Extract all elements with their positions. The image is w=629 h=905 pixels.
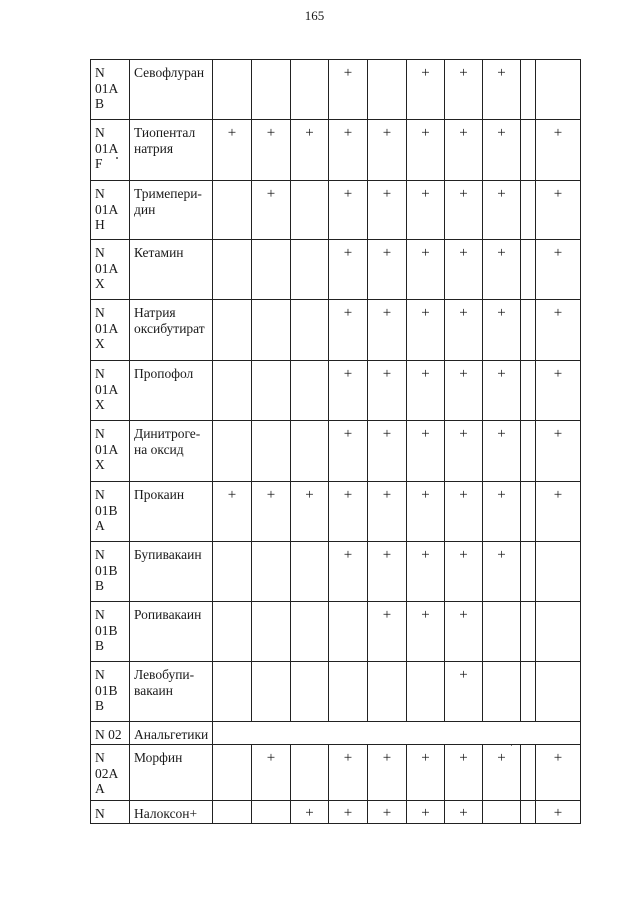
mark-cell: +	[536, 482, 581, 542]
mark-cell	[213, 542, 252, 602]
drug-name-cell: Динитроге- на оксид	[130, 421, 213, 482]
mark-cell: +	[368, 602, 407, 662]
group-row-filler	[213, 722, 581, 745]
table-row	[91, 300, 581, 361]
mark-cell	[407, 662, 445, 722]
atc-code-cell: N	[91, 801, 130, 824]
drug-name-cell: Натрия оксибутират	[130, 300, 213, 361]
mark-cell	[291, 240, 329, 300]
mark-cell: +	[407, 300, 445, 361]
table-row	[91, 602, 581, 662]
atc-code-cell: N 01A H	[91, 181, 130, 240]
mark-cell: +	[252, 745, 291, 801]
mark-cell: +	[445, 745, 483, 801]
mark-cell	[252, 421, 291, 482]
mark-cell	[521, 542, 536, 602]
mark-cell: +	[483, 361, 521, 421]
drug-name-cell: Анальгетики	[130, 722, 213, 745]
mark-cell: +	[536, 745, 581, 801]
atc-code-cell: N 01B A	[91, 482, 130, 542]
table-row	[91, 361, 581, 421]
atc-code-cell: N 01B B	[91, 602, 130, 662]
mark-cell	[291, 542, 329, 602]
mark-cell	[213, 240, 252, 300]
mark-cell: +	[329, 801, 368, 824]
atc-code-cell: N 01B B	[91, 542, 130, 602]
mark-cell: +	[368, 120, 407, 181]
mark-cell: +	[536, 361, 581, 421]
table-row	[91, 120, 581, 181]
mark-cell	[291, 602, 329, 662]
drug-name-cell: Пропофол	[130, 361, 213, 421]
mark-cell	[252, 542, 291, 602]
atc-code-cell: N 01B B	[91, 662, 130, 722]
mark-cell: +	[407, 542, 445, 602]
mark-cell: +	[445, 662, 483, 722]
mark-cell	[368, 60, 407, 120]
mark-cell	[521, 240, 536, 300]
mark-cell	[213, 300, 252, 361]
mark-cell	[368, 662, 407, 722]
mark-cell: +	[407, 421, 445, 482]
drug-name-cell: Прокаин	[130, 482, 213, 542]
mark-cell: +	[407, 120, 445, 181]
mark-cell: +	[407, 181, 445, 240]
mark-cell: +	[483, 181, 521, 240]
mark-cell	[213, 361, 252, 421]
mark-cell: +	[536, 240, 581, 300]
mark-cell: +	[483, 300, 521, 361]
mark-cell: +	[329, 60, 368, 120]
mark-cell	[521, 745, 536, 801]
mark-cell: +	[368, 300, 407, 361]
drug-name-cell: Кетамин	[130, 240, 213, 300]
mark-cell: +	[445, 120, 483, 181]
mark-cell	[213, 745, 252, 801]
mark-cell	[291, 662, 329, 722]
atc-code-cell: N 01A F	[91, 120, 130, 181]
table-body	[91, 60, 581, 824]
table-row	[91, 722, 581, 745]
mark-cell: +	[329, 361, 368, 421]
mark-cell: +	[483, 60, 521, 120]
mark-cell: +	[368, 181, 407, 240]
mark-cell: +	[368, 801, 407, 824]
drug-name-cell: Налоксон+	[130, 801, 213, 824]
table-row	[91, 181, 581, 240]
mark-cell: +	[445, 801, 483, 824]
mark-cell: +	[368, 421, 407, 482]
mark-cell	[252, 662, 291, 722]
mark-cell	[291, 745, 329, 801]
drug-name-cell: Тиопентал натрия	[130, 120, 213, 181]
mark-cell	[291, 421, 329, 482]
atc-code-cell: N 01A B	[91, 60, 130, 120]
mark-cell	[291, 300, 329, 361]
mark-cell: +	[536, 421, 581, 482]
mark-cell: +	[445, 361, 483, 421]
drug-table	[90, 59, 581, 824]
mark-cell: +	[536, 300, 581, 361]
mark-cell	[213, 801, 252, 824]
mark-cell: +	[483, 482, 521, 542]
mark-cell: +	[536, 120, 581, 181]
mark-cell: +	[329, 542, 368, 602]
mark-cell	[213, 662, 252, 722]
mark-cell: +	[368, 240, 407, 300]
mark-cell	[213, 421, 252, 482]
mark-cell	[521, 181, 536, 240]
table-row	[91, 482, 581, 542]
mark-cell	[483, 602, 521, 662]
atc-code-cell: N 01A X	[91, 240, 130, 300]
mark-cell	[329, 602, 368, 662]
mark-cell: +	[329, 482, 368, 542]
mark-cell: +	[407, 361, 445, 421]
mark-cell: +	[252, 482, 291, 542]
mark-cell	[521, 300, 536, 361]
table-row	[91, 801, 581, 824]
mark-cell	[291, 181, 329, 240]
mark-cell: +	[291, 482, 329, 542]
mark-cell: +	[483, 542, 521, 602]
mark-cell: +	[329, 300, 368, 361]
mark-cell	[213, 602, 252, 662]
mark-cell	[329, 662, 368, 722]
mark-cell	[521, 120, 536, 181]
mark-cell: +	[536, 181, 581, 240]
mark-cell: +	[536, 801, 581, 824]
atc-code-cell: N 02A A	[91, 745, 130, 801]
mark-cell	[252, 240, 291, 300]
mark-cell: +	[483, 421, 521, 482]
mark-cell	[521, 361, 536, 421]
mark-cell: +	[407, 602, 445, 662]
page-number: 165	[304, 8, 325, 23]
mark-cell: +	[445, 421, 483, 482]
mark-cell	[521, 421, 536, 482]
scan-speck	[116, 157, 118, 159]
atc-code-cell: N 01A X	[91, 300, 130, 361]
mark-cell: +	[445, 482, 483, 542]
mark-cell: +	[483, 240, 521, 300]
drug-name-cell: Морфин	[130, 745, 213, 801]
mark-cell	[252, 801, 291, 824]
mark-cell: +	[252, 181, 291, 240]
table-row	[91, 745, 581, 801]
table-row	[91, 240, 581, 300]
mark-cell	[213, 60, 252, 120]
mark-cell: +	[445, 542, 483, 602]
mark-cell	[252, 361, 291, 421]
table-row	[91, 542, 581, 602]
mark-cell: +	[445, 602, 483, 662]
mark-cell	[521, 60, 536, 120]
table-row	[91, 662, 581, 722]
drug-name-cell: Бупивакаин	[130, 542, 213, 602]
mark-cell	[213, 181, 252, 240]
mark-cell	[291, 361, 329, 421]
mark-cell: +	[407, 801, 445, 824]
drug-name-cell: Ропивакаин	[130, 602, 213, 662]
mark-cell: +	[368, 482, 407, 542]
mark-cell: +	[445, 60, 483, 120]
mark-cell	[536, 542, 581, 602]
mark-cell: +	[407, 482, 445, 542]
mark-cell: +	[213, 120, 252, 181]
mark-cell: +	[252, 120, 291, 181]
mark-cell: +	[445, 300, 483, 361]
mark-cell: +	[445, 181, 483, 240]
mark-cell	[521, 662, 536, 722]
mark-cell: +	[445, 240, 483, 300]
drug-name-cell: Левобупи- вакаин	[130, 662, 213, 722]
mark-cell	[536, 60, 581, 120]
mark-cell	[521, 602, 536, 662]
drug-name-cell: Севофлуран	[130, 60, 213, 120]
mark-cell: +	[329, 421, 368, 482]
mark-cell: +	[407, 240, 445, 300]
mark-cell	[536, 602, 581, 662]
mark-cell	[483, 662, 521, 722]
mark-cell: +	[329, 181, 368, 240]
mark-cell: +	[291, 801, 329, 824]
mark-cell: +	[368, 745, 407, 801]
table-row	[91, 421, 581, 482]
drug-name-cell: Тримепери- дин	[130, 181, 213, 240]
table-row	[91, 60, 581, 120]
mark-cell: +	[368, 542, 407, 602]
mark-cell	[291, 60, 329, 120]
atc-code-cell: N 01A X	[91, 421, 130, 482]
mark-cell: +	[213, 482, 252, 542]
atc-code-cell: N 01A X	[91, 361, 130, 421]
mark-cell: +	[291, 120, 329, 181]
mark-cell: +	[329, 240, 368, 300]
scan-speck	[511, 745, 512, 746]
mark-cell	[483, 801, 521, 824]
mark-cell: +	[407, 60, 445, 120]
mark-cell: +	[368, 361, 407, 421]
mark-cell	[252, 602, 291, 662]
mark-cell: +	[329, 120, 368, 181]
mark-cell	[252, 300, 291, 361]
mark-cell	[521, 482, 536, 542]
mark-cell	[521, 801, 536, 824]
mark-cell: +	[407, 745, 445, 801]
mark-cell: +	[483, 120, 521, 181]
mark-cell: +	[483, 745, 521, 801]
mark-cell: +	[329, 745, 368, 801]
atc-code-cell: N 02	[91, 722, 130, 745]
mark-cell	[536, 662, 581, 722]
mark-cell	[252, 60, 291, 120]
